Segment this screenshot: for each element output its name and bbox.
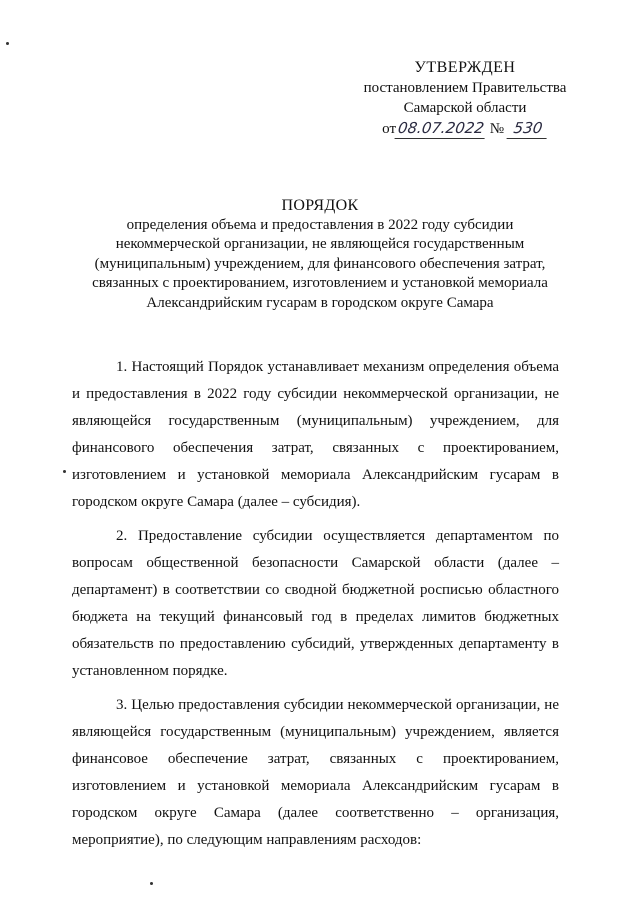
paragraph-2: 2. Предоставление субсидии осуществляется департаментом по вопросам общественной безопасности Самарской области (далее – департамент) в соответствии со сводной бюджетной росписью областного бюджета на текущий финансовый год в пределах лимитов бюджетных обязательств по предоставлению субсидий, утвержденных департаменту в установленном порядке. [72,528,559,679]
approval-line-1: постановлением Правительства [363,80,567,96]
scan-speck [150,882,153,885]
heading-line-4: связанных с проектированием, изготовлением и установкой мемориала [92,275,548,291]
approval-date-line [355,118,575,139]
approval-stamp-block [355,58,575,139]
heading-line-5: Александрийским гусарам в городском округе Самара [146,294,494,311]
scan-speck [63,470,66,473]
heading-line-3: (муниципальным) учреждением, для финансового обеспечения затрат, [94,255,546,272]
scan-speck [6,42,9,45]
paragraph-3: 3. Целью предоставления субсидии некоммерческой организации, не являющейся государственным (муниципальным) учреждением, является финансовое обеспечение затрат, связанных с проектированием, изготовлением и установкой мемориала Александрийским гусарам в городском округе Самара (далее соответственно – организация, мероприятие), по следующим направлениям расходов: [72,697,559,848]
document-heading [90,196,550,313]
document-body [72,354,559,861]
date-prefix: от [382,121,397,137]
heading-line-1: определения объема и предоставления в 2022 году субсидии [126,216,514,233]
approval-title: УТВЕРЖДЕН [414,59,516,76]
heading-line-2: некоммерческой организации, не являющейся государственным [115,236,525,252]
number-prefix: № [489,121,505,137]
handwritten-number: 530 [506,118,549,139]
handwritten-date: 08.07.2022 [395,118,488,139]
paragraph-1: 1. Настоящий Порядок устанавливает механизм определения объема и предоставления в 2022 году субсидии некоммерческой организации, не являющейся государственным (муниципальным) учреждением, для финансового обеспечения затрат, связанных с проектированием, изготовлением и установкой мемориала Александрийским гусарам в городском округе Самара (далее – субсидия). [72,359,559,510]
document-title: ПОРЯДОК [281,197,359,214]
approval-line-2: Самарской области [403,100,527,116]
